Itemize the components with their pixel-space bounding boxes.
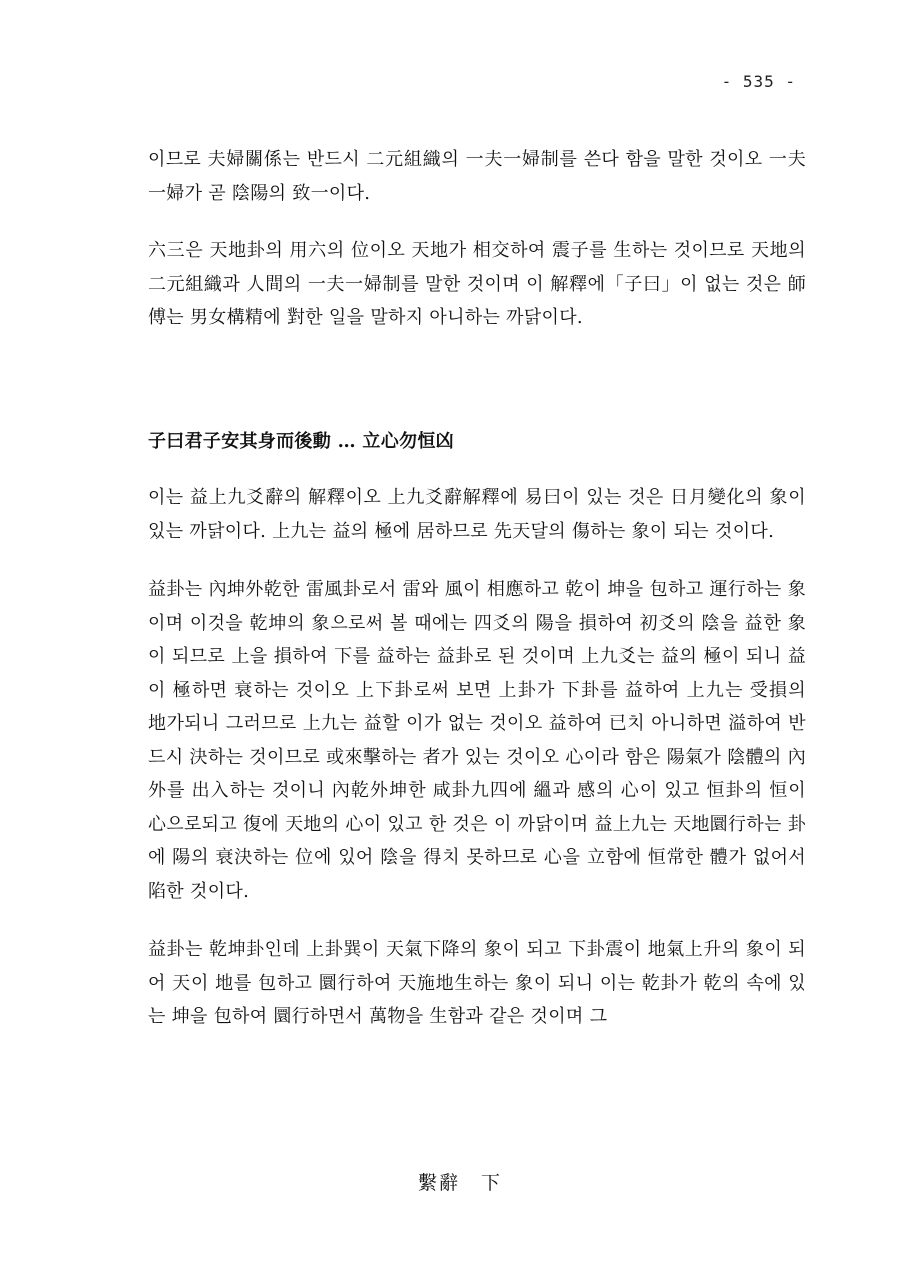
paragraph-5: 益卦는 乾坤卦인데 上卦巽이 天氣下降의 象이 되고 下卦震이 地氣上升의 象이 되어 天이 地를 包하고 圜行하여 天施地生하는 象이 되니 이는 乾卦가 乾의 속에 있는 坤을 包하여 圜行하면서 萬物을 生함과 같은 것이며 그 — [148, 939, 806, 1027]
running-footer: 繫辭 下 — [417, 1172, 502, 1194]
page-number: - 535 - — [721, 72, 796, 91]
paragraph-2: 六三은 天地卦의 用六의 位이오 天地가 相交하여 震子를 生하는 것이므로 天地의 二元組織과 人間의 一夫一婦制를 말한 것이며 이 解釋에「子曰」이 없는 것은 師傅는 男女構精에 對한 일을 말하지 아니하는 까닭이다. — [148, 240, 806, 328]
section-title: 子曰君子安其身而後動 … 立心勿恒凶 — [148, 430, 454, 452]
paragraph-1: 이므로 夫婦關係는 반드시 二元組織의 一夫一婦制를 쓴다 함을 말한 것이오 一夫一婦가 곧 陰陽의 致一이다. — [148, 149, 806, 204]
paragraph-3: 이는 益上九爻辭의 解釋이오 上九爻辭解釋에 易曰이 있는 것은 日月變化의 象이 있는 까닭이다. 上九는 益의 極에 居하므로 先天달의 傷하는 象이 되는 것이다. — [148, 487, 806, 542]
paragraph-4: 益卦는 內坤外乾한 雷風卦로서 雷와 風이 相應하고 乾이 坤을 包하고 運行하는 象이며 이것을 乾坤의 象으로써 볼 때에는 四爻의 陽을 損하여 初爻의 陰을 益한 象이 되므로 上을 損하여 下를 益하는 益卦로 된 것이며 上九爻는 益의 極이 되니 益이 極하면 衰하는 것이오 上下卦로써 보면 上卦가 下卦를 益하여 上九는 受損의 地가되니 그러므로 上九는 益할 이가 없는 것이오 益하여 已치 아니하면 溢하여 반드시 決하는 것이므로 或來擊하는 者가 있는 것이오 心이라 함은 陽氣가 陰體의 內外를 出入하는 것이니 內乾外坤한 咸卦九四에 縕과 感의 心이 있고 恒卦의 恒이 心으로되고 復에 天地의 心이 있고 한 것은 이 까닭이며 益上九는 天地圜行하는 卦에 陽의 衰決하는 位에 있어 陰을 得치 못하므로 心을 立함에 恒常한 體가 없어서 陷한 것이다. — [148, 579, 806, 902]
document-body — [148, 143, 806, 1034]
